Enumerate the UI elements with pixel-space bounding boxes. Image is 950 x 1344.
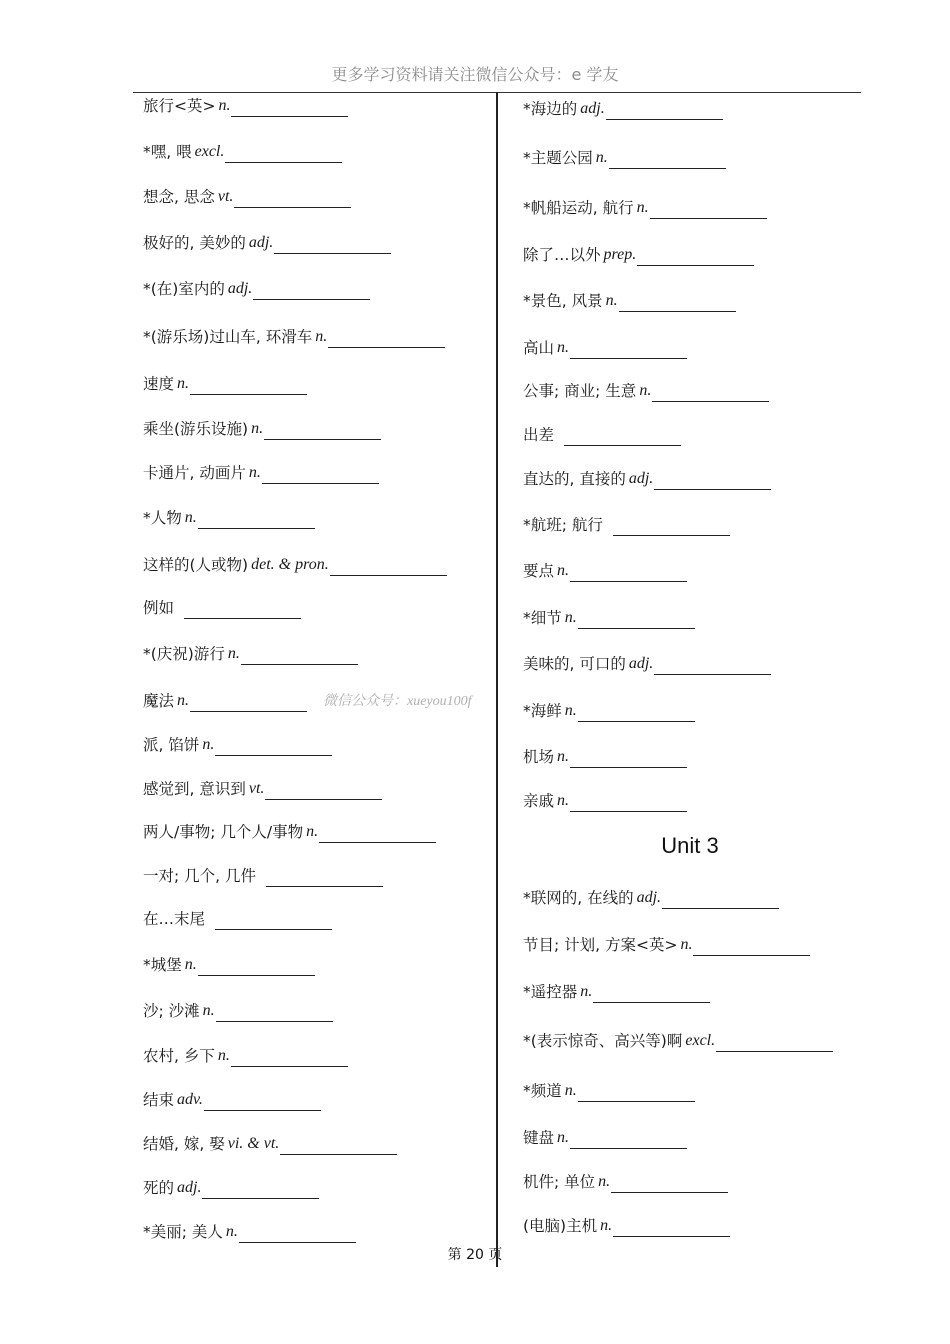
vocab-entry xyxy=(143,373,307,395)
chinese-meaning: 派, 馅饼 xyxy=(143,736,200,754)
vocab-entry xyxy=(523,981,710,1003)
chinese-meaning: *联网的, 在线的 xyxy=(523,889,634,907)
vocab-entry xyxy=(143,554,447,576)
part-of-speech: n. xyxy=(248,464,261,481)
answer-blank[interactable] xyxy=(231,1048,348,1067)
chinese-meaning: 机场 xyxy=(523,748,555,766)
part-of-speech: excl. xyxy=(685,1032,716,1049)
part-of-speech: adj. xyxy=(177,1179,202,1196)
answer-blank[interactable] xyxy=(266,868,383,887)
vocab-entry xyxy=(523,468,771,490)
vocab-entry xyxy=(523,1127,687,1149)
chinese-meaning: *人物 xyxy=(143,509,182,527)
part-of-speech: prep. xyxy=(603,246,637,263)
answer-blank[interactable] xyxy=(264,421,381,440)
chinese-meaning: *频道 xyxy=(523,1082,562,1100)
chinese-meaning: 亲戚 xyxy=(523,792,555,810)
chinese-meaning: 键盘 xyxy=(523,1129,555,1147)
part-of-speech: adj. xyxy=(628,655,654,672)
part-of-speech: n. xyxy=(227,645,240,662)
vocab-entry xyxy=(523,1080,695,1102)
answer-blank[interactable] xyxy=(652,383,769,402)
vocab-entry xyxy=(143,1089,321,1111)
answer-blank[interactable] xyxy=(570,749,687,768)
vocab-entry xyxy=(523,244,754,266)
chinese-meaning: 一对; 几个, 几件 xyxy=(143,867,257,885)
vocab-entry xyxy=(523,746,687,768)
answer-blank[interactable] xyxy=(239,1224,356,1243)
vocab-entry xyxy=(143,1177,319,1199)
part-of-speech: n. xyxy=(202,1002,215,1019)
part-of-speech: n. xyxy=(636,199,649,216)
vocab-entry xyxy=(143,278,370,300)
chinese-meaning: 速度 xyxy=(143,375,175,393)
answer-blank[interactable] xyxy=(716,1033,833,1052)
vocab-entry xyxy=(523,380,769,402)
vocab-entry xyxy=(143,734,332,756)
answer-blank[interactable] xyxy=(216,1003,333,1022)
vocab-entry xyxy=(523,887,779,909)
vocab-entry xyxy=(143,643,358,665)
chinese-meaning: *海鲜 xyxy=(523,702,562,720)
chinese-meaning: 死的 xyxy=(143,1179,175,1197)
vocab-entry xyxy=(143,908,332,930)
chinese-meaning: 机件; 单位 xyxy=(523,1173,596,1191)
chinese-meaning: *海边的 xyxy=(523,100,578,118)
part-of-speech: n. xyxy=(580,983,593,1000)
answer-blank[interactable] xyxy=(225,144,342,163)
part-of-speech: n. xyxy=(595,149,608,166)
vocab-entry xyxy=(143,954,315,976)
chinese-meaning: 沙; 沙滩 xyxy=(143,1002,200,1020)
vocab-entry xyxy=(523,290,736,312)
chinese-meaning: 乘坐(游乐设施) xyxy=(143,420,249,438)
vocab-entry xyxy=(523,337,687,359)
part-of-speech: vi. & vt. xyxy=(227,1135,280,1152)
chinese-meaning: 出差 xyxy=(523,426,555,444)
vocab-entry xyxy=(143,462,379,484)
unit-heading: Unit 3 xyxy=(661,833,719,858)
chinese-meaning: *细节 xyxy=(523,609,562,627)
answer-blank[interactable] xyxy=(262,465,379,484)
chinese-meaning: *遥控器 xyxy=(523,983,578,1001)
answer-blank[interactable] xyxy=(613,517,730,536)
part-of-speech: n. xyxy=(557,748,570,765)
answer-blank[interactable] xyxy=(593,984,710,1003)
part-of-speech: n. xyxy=(306,823,319,840)
page-header: 更多学习资料请关注微信公众号：e 学友 xyxy=(331,65,619,84)
part-of-speech: adj. xyxy=(628,470,654,487)
part-of-speech: n. xyxy=(557,792,570,809)
vocab-entry xyxy=(143,597,301,619)
part-of-speech: n. xyxy=(605,292,618,309)
vocab-entry xyxy=(143,326,445,348)
vocab-entry xyxy=(523,934,810,956)
vocab-entry xyxy=(143,690,307,712)
vocab-entry xyxy=(523,560,687,582)
vocab-entry xyxy=(143,1000,333,1022)
answer-blank[interactable] xyxy=(570,340,687,359)
vocab-entry xyxy=(523,1030,833,1052)
vocab-entry xyxy=(143,95,348,117)
page-footer: 第 20 页 xyxy=(447,1247,503,1263)
part-of-speech: n. xyxy=(598,1173,611,1190)
vocab-entry xyxy=(523,147,726,169)
chinese-meaning: *嘿, 喂 xyxy=(143,143,192,161)
vocab-entry xyxy=(143,865,383,887)
answer-blank[interactable] xyxy=(578,703,695,722)
chinese-meaning: 要点 xyxy=(523,562,555,580)
answer-blank[interactable] xyxy=(570,793,687,812)
part-of-speech: adj. xyxy=(227,280,253,297)
part-of-speech: n. xyxy=(218,97,231,114)
chinese-meaning: *(庆祝)游行 xyxy=(143,645,225,663)
vocab-entry xyxy=(523,197,767,219)
vocab-entry xyxy=(523,700,695,722)
answer-blank[interactable] xyxy=(637,247,754,266)
answer-blank[interactable] xyxy=(650,200,767,219)
chinese-meaning: 在…末尾 xyxy=(143,910,206,928)
chinese-meaning: 农村, 乡下 xyxy=(143,1047,215,1065)
part-of-speech: n. xyxy=(639,382,652,399)
answer-blank[interactable] xyxy=(654,656,771,675)
answer-blank[interactable] xyxy=(609,150,726,169)
chinese-meaning: *(游乐场)过山车, 环滑车 xyxy=(143,328,313,346)
chinese-meaning: 节目; 计划, 方案<英> xyxy=(523,936,678,954)
answer-blank[interactable] xyxy=(613,1218,730,1237)
answer-blank[interactable] xyxy=(693,937,810,956)
chinese-meaning: *航班; 航行 xyxy=(523,516,603,534)
part-of-speech: n. xyxy=(177,375,190,392)
chinese-meaning: 除了…以外 xyxy=(523,246,601,264)
vocab-entry xyxy=(143,1133,397,1155)
answer-blank[interactable] xyxy=(190,376,307,395)
vocab-entry xyxy=(143,778,382,800)
part-of-speech: excl. xyxy=(194,143,225,160)
chinese-meaning: *帆船运动, 航行 xyxy=(523,199,634,217)
part-of-speech: det. & pron. xyxy=(251,556,329,573)
answer-blank[interactable] xyxy=(619,293,736,312)
vocab-entry xyxy=(523,424,681,446)
chinese-meaning: *(在)室内的 xyxy=(143,280,225,298)
chinese-meaning: 两人/事物; 几个人/事物 xyxy=(143,823,304,841)
chinese-meaning: *主题公园 xyxy=(523,149,593,167)
answer-blank[interactable] xyxy=(184,600,301,619)
part-of-speech: n. xyxy=(177,692,190,709)
answer-blank[interactable] xyxy=(274,235,391,254)
part-of-speech: n. xyxy=(680,936,693,953)
vocab-entry xyxy=(143,418,381,440)
chinese-meaning: 公事; 商业; 生意 xyxy=(523,382,637,400)
part-of-speech: n. xyxy=(202,736,215,753)
answer-blank[interactable] xyxy=(202,1180,319,1199)
answer-blank[interactable] xyxy=(564,427,681,446)
answer-blank[interactable] xyxy=(606,101,723,120)
vocab-entry xyxy=(143,821,436,843)
answer-blank[interactable] xyxy=(662,890,779,909)
vocab-entry xyxy=(523,1171,728,1193)
vocab-entry xyxy=(143,186,351,208)
chinese-meaning: 卡通片, 动画片 xyxy=(143,464,246,482)
chinese-meaning: 感觉到, 意识到 xyxy=(143,780,246,798)
part-of-speech: vt. xyxy=(217,188,234,205)
answer-blank[interactable] xyxy=(215,911,332,930)
answer-blank[interactable] xyxy=(319,824,436,843)
part-of-speech: n. xyxy=(564,609,577,626)
watermark-text: 微信公众号：xueyou100f xyxy=(323,694,472,709)
answer-blank[interactable] xyxy=(198,510,315,529)
vocab-entry xyxy=(523,98,723,120)
answer-blank[interactable] xyxy=(578,610,695,629)
chinese-meaning: *(表示惊奇、高兴等)啊 xyxy=(523,1032,683,1050)
answer-blank[interactable] xyxy=(198,957,315,976)
vocab-entry xyxy=(523,1215,730,1237)
column-divider xyxy=(496,92,498,1267)
part-of-speech: n. xyxy=(315,328,328,345)
vocab-entry xyxy=(143,507,315,529)
part-of-speech: vt. xyxy=(248,780,265,797)
answer-blank[interactable] xyxy=(570,563,687,582)
chinese-meaning: 想念, 思念 xyxy=(143,188,215,206)
part-of-speech: n. xyxy=(184,509,197,526)
answer-blank[interactable] xyxy=(570,1130,687,1149)
part-of-speech: n. xyxy=(184,956,197,973)
answer-blank[interactable] xyxy=(231,98,348,117)
part-of-speech: adj. xyxy=(636,889,662,906)
answer-blank[interactable] xyxy=(215,737,332,756)
chinese-meaning: *景色, 风景 xyxy=(523,292,603,310)
chinese-meaning: 这样的(人或物) xyxy=(143,556,249,574)
chinese-meaning: 结束 xyxy=(143,1091,175,1109)
answer-blank[interactable] xyxy=(611,1174,728,1193)
chinese-meaning: (电脑)主机 xyxy=(523,1217,598,1235)
vocab-entry xyxy=(523,790,687,812)
answer-blank[interactable] xyxy=(280,1136,397,1155)
part-of-speech: n. xyxy=(564,702,577,719)
part-of-speech: n. xyxy=(217,1047,230,1064)
answer-blank[interactable] xyxy=(330,557,447,576)
part-of-speech: n. xyxy=(251,420,264,437)
vocab-entry xyxy=(523,653,771,675)
chinese-meaning: 结婚, 嫁, 娶 xyxy=(143,1135,225,1153)
vocab-entry xyxy=(523,514,730,536)
answer-blank[interactable] xyxy=(265,781,382,800)
chinese-meaning: *美丽; 美人 xyxy=(143,1223,223,1241)
answer-blank[interactable] xyxy=(190,693,307,712)
chinese-meaning: 例如 xyxy=(143,599,175,617)
part-of-speech: n. xyxy=(564,1082,577,1099)
part-of-speech: n. xyxy=(557,1129,570,1146)
chinese-meaning: 魔法 xyxy=(143,692,175,710)
part-of-speech: adj. xyxy=(580,100,605,117)
chinese-meaning: 美味的, 可口的 xyxy=(523,655,626,673)
part-of-speech: n. xyxy=(557,339,570,356)
answer-blank[interactable] xyxy=(241,646,358,665)
chinese-meaning: 极好的, 美妙的 xyxy=(143,234,246,252)
answer-blank[interactable] xyxy=(253,281,370,300)
chinese-meaning: 直达的, 直接的 xyxy=(523,470,626,488)
answer-blank[interactable] xyxy=(328,329,445,348)
vocab-entry xyxy=(523,607,695,629)
chinese-meaning: 高山 xyxy=(523,339,555,357)
part-of-speech: n. xyxy=(557,562,570,579)
part-of-speech: adv. xyxy=(177,1091,203,1108)
answer-blank[interactable] xyxy=(578,1083,695,1102)
part-of-speech: n. xyxy=(600,1217,613,1234)
answer-blank[interactable] xyxy=(204,1092,321,1111)
chinese-meaning: *城堡 xyxy=(143,956,182,974)
chinese-meaning: 旅行<英> xyxy=(143,97,216,115)
vocab-entry xyxy=(143,141,342,163)
vocab-entry xyxy=(143,1221,356,1243)
part-of-speech: n. xyxy=(225,1223,238,1240)
answer-blank[interactable] xyxy=(654,471,771,490)
answer-blank[interactable] xyxy=(234,189,351,208)
vocab-entry xyxy=(143,1045,348,1067)
vocab-entry xyxy=(143,232,391,254)
part-of-speech: adj. xyxy=(248,234,274,251)
